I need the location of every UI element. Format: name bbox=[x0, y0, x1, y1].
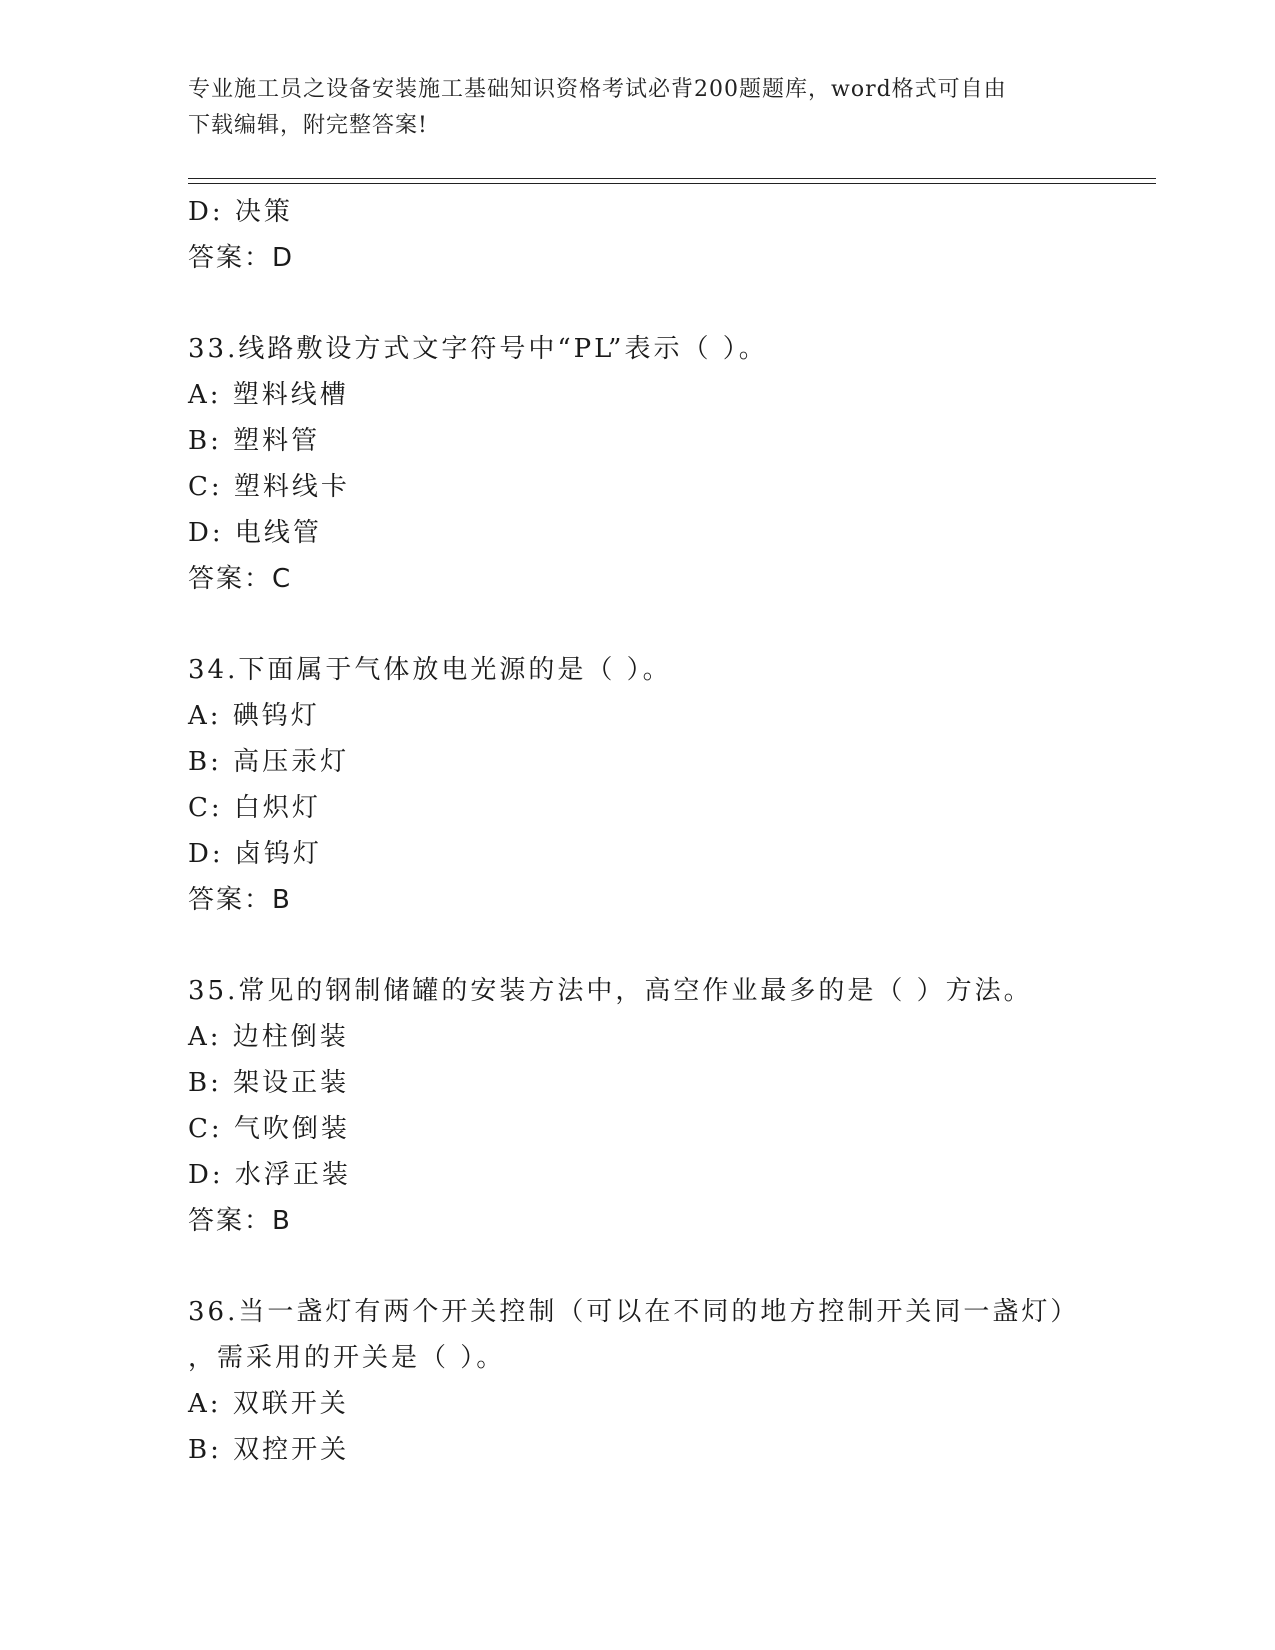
option-a: A: 边柱倒装 bbox=[188, 1022, 349, 1052]
question-33 bbox=[188, 326, 1088, 602]
option-a: A: 碘钨灯 bbox=[188, 701, 320, 731]
answer-text: 答案：B bbox=[188, 1206, 292, 1236]
option-d: D: 卤钨灯 bbox=[188, 839, 322, 869]
option-d: D: 决策 bbox=[188, 197, 293, 227]
option-c: C: 气吹倒装 bbox=[188, 1114, 350, 1144]
question-fragment-32 bbox=[188, 189, 1088, 281]
option-b: B: 双控开关 bbox=[188, 1435, 350, 1465]
answer-text: 答案：B bbox=[188, 885, 292, 915]
option-b: B: 高压汞灯 bbox=[188, 747, 350, 777]
header-divider-top bbox=[188, 178, 1156, 179]
header-title-line-1: 专业施工员之设备安装施工基础知识资格考试必背200题题库，word格式可自由 bbox=[188, 77, 1007, 102]
question-stem: 34.下面属于气体放电光源的是（ ）。 bbox=[188, 655, 672, 685]
document-header bbox=[188, 72, 1068, 144]
option-a: A: 双联开关 bbox=[188, 1389, 349, 1419]
option-d: D: 电线管 bbox=[188, 518, 322, 548]
answer-text: 答案：D bbox=[188, 243, 295, 273]
option-b: B: 塑料管 bbox=[188, 426, 321, 456]
question-36 bbox=[188, 1289, 1088, 1473]
option-a: A: 塑料线槽 bbox=[188, 380, 349, 410]
option-b: B: 架设正装 bbox=[188, 1068, 350, 1098]
question-34 bbox=[188, 647, 1088, 923]
option-c: C: 塑料线卡 bbox=[188, 472, 350, 502]
header-divider-bottom bbox=[188, 183, 1156, 184]
question-stem: 35.常见的钢制储罐的安装方法中，高空作业最多的是（ ）方法。 bbox=[188, 976, 1033, 1006]
question-stem: 33.线路敷设方式文字符号中“PL”表示（ ）。 bbox=[188, 334, 768, 364]
answer-text: 答案：C bbox=[188, 564, 293, 594]
header-title-line-2: 下载编辑，附完整答案! bbox=[188, 113, 428, 138]
option-c: C: 白炽灯 bbox=[188, 793, 321, 823]
question-stem-line-1: 36.当一盏灯有两个开关控制（可以在不同的地方控制开关同一盏灯） bbox=[188, 1297, 1080, 1327]
option-d: D: 水浮正装 bbox=[188, 1160, 351, 1190]
question-35 bbox=[188, 968, 1088, 1244]
question-list bbox=[188, 189, 1088, 1473]
question-stem-line-2: ，需采用的开关是（ ）。 bbox=[188, 1343, 506, 1373]
